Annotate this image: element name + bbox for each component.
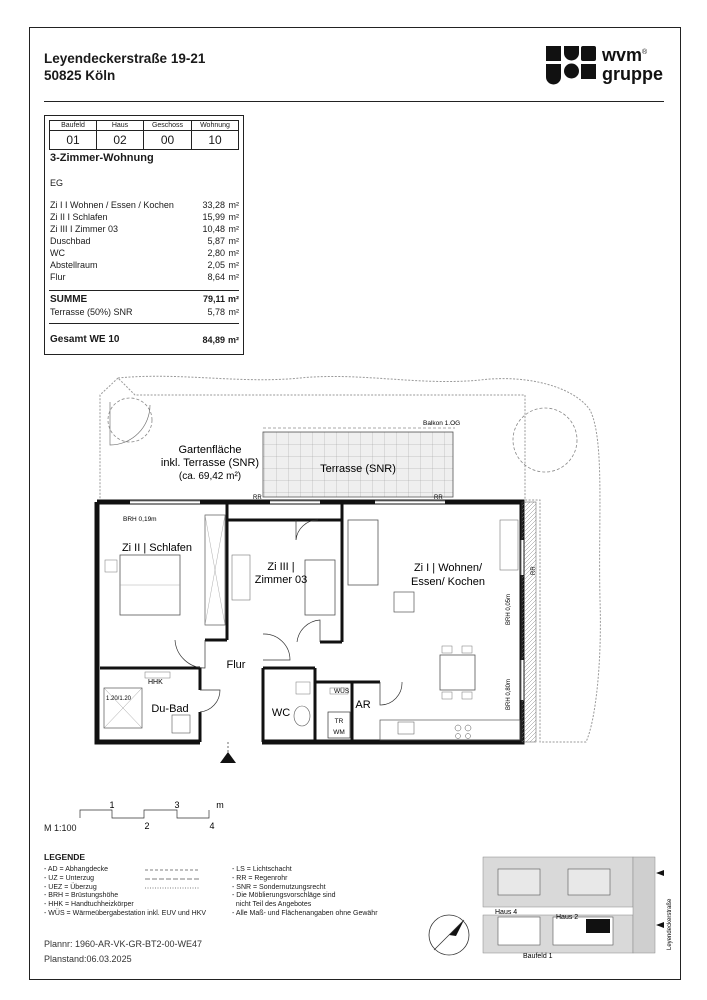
garden-label-3: (ca. 69,42 m²) [178, 471, 242, 482]
room-label-wohnen: Zi I | Wohnen/ [413, 562, 483, 574]
room-label-schlafen: Zi II | Schlafen [121, 542, 193, 554]
scale-tick: 2 [144, 821, 150, 830]
legend-item: - AD = Abhangdecke [44, 866, 109, 873]
north-arrow-icon [426, 912, 472, 958]
room-label-zimmer03: Zi III | [267, 561, 295, 573]
sofa [348, 520, 378, 585]
area-unit: m² [228, 272, 239, 282]
balcony-label: Balkon 1.OG [423, 420, 461, 427]
room-area: 33,28 [202, 200, 225, 210]
legend-item: nicht Teil des Angebotes [232, 901, 312, 909]
address-block [44, 50, 205, 84]
legend-item: - LS = Lichtschacht [232, 866, 292, 873]
entrance-arrow [220, 752, 236, 763]
room-area: 5,87 [207, 236, 225, 246]
legend-right [232, 866, 378, 919]
id-cell-haus: Haus 02 [96, 120, 144, 150]
id-cell-baufeld: Baufeld 01 [49, 120, 97, 150]
room-label-ar: AR [355, 699, 371, 711]
room-area: 2,05 [207, 260, 225, 270]
wues-label: WÜS [334, 688, 350, 695]
address-city: 50825 Köln [44, 68, 116, 83]
site-label-haus4: Haus 4 [495, 909, 518, 916]
legend-item: - Die Möblierungsvorschläge sind [232, 892, 336, 900]
terrace-label: Terrasse (SNR) [320, 463, 396, 475]
legend-item: - BRH = Brüstungshöhe [44, 892, 119, 900]
area-unit: m² [228, 335, 239, 345]
rr-label: RR [434, 495, 443, 501]
room-label-dubad: Du-Bad [151, 703, 189, 715]
room-name: Abstellraum [50, 260, 98, 270]
legend-title: LEGENDE [44, 852, 86, 862]
brh-label: BRH 0,05m [506, 593, 512, 625]
legend-item: - UZ = Unterzug [44, 874, 94, 882]
plan-info [44, 937, 202, 967]
scale-tick: 4 [209, 821, 215, 830]
logo-text: wvm® gruppe [602, 45, 663, 84]
header-divider [44, 101, 664, 102]
floor-label: EG [50, 178, 64, 188]
legend-line-samples [143, 866, 203, 892]
garden-label-1: Gartenfläche [178, 444, 242, 456]
brh-label: BRH 0,80m [506, 678, 512, 710]
room-label-wohnen: Essen/ Kochen [411, 576, 485, 588]
legend-item: - SNR = Sondernutzungsrecht [232, 883, 326, 891]
legend-item: - UEZ = Überzug [44, 883, 97, 891]
area-unit: m² [228, 236, 239, 246]
room-name: Duschbad [50, 236, 91, 246]
legend-item: - WÜS = Wärmeübergabestation inkl. EUV und HKV [44, 909, 207, 917]
floor-plan [0, 360, 707, 770]
area-table [44, 115, 244, 355]
area-unit: m² [228, 212, 239, 222]
room-name: Zi II I Schlafen [50, 212, 108, 222]
room-area: 10,48 [202, 224, 225, 234]
area-unit: m² [228, 200, 239, 210]
legend-item: - RR = Regenrohr [232, 874, 288, 882]
area-unit: m² [228, 260, 239, 270]
rr-label: RR [253, 495, 262, 501]
room-area: 8,64 [207, 272, 225, 282]
total-value: 84,89 [202, 335, 225, 345]
terrace-label: Terrasse (50%) SNR [50, 307, 133, 317]
unit-identifier-grid [49, 120, 239, 150]
id-cell-geschoss: Geschoss 00 [143, 120, 192, 150]
brh-label: BRH 0,19m [123, 516, 157, 523]
address-street: Leyendeckerstraße 19-21 [44, 51, 206, 66]
gate-arc [110, 402, 150, 445]
area-unit: m² [228, 307, 239, 317]
rr-label: RR [531, 566, 537, 575]
sum-label: SUMME [50, 294, 88, 305]
area-unit: m² [228, 294, 239, 304]
site-label-baufeld: Baufeld 1 [523, 953, 553, 960]
tree [108, 398, 152, 442]
sum-value: 79,11 [202, 294, 225, 304]
room-name: Zi I I Wohnen / Essen / Kochen [50, 200, 174, 210]
room-area: 15,99 [202, 212, 225, 222]
room-label-flur: Flur [226, 659, 246, 671]
site-plan [478, 855, 678, 960]
garden-edge [100, 378, 118, 500]
room-label-zimmer03: Zimmer 03 [254, 574, 308, 586]
legend-item: - HHK = Handtuchheizkörper [44, 901, 134, 909]
scale-tick: 3 [174, 800, 180, 810]
area-unit: m² [228, 224, 239, 234]
tr-label: TR [334, 718, 344, 725]
room-name: Zi III I Zimmer 03 [50, 224, 119, 234]
wvm-logo [545, 45, 665, 85]
plan-date: Planstand:06.03.2025 [44, 954, 132, 964]
shower-size: 1.20/1.20 [106, 696, 132, 702]
site-label-haus2: Haus 2 [556, 914, 579, 921]
garden-label-2: inkl. Terrasse (SNR) [160, 457, 260, 469]
legend-item: - Alle Maß- und Flächenangaben ohne Gewähr [232, 909, 378, 917]
kitchen-counter [380, 720, 520, 740]
site-label-street: Leyendeckerstraße [667, 898, 673, 950]
tree [513, 408, 577, 472]
dining-table [440, 655, 475, 690]
area-unit: m² [228, 248, 239, 258]
sum-divider [49, 290, 239, 291]
plan-number: Plannr: 1960-AR-VK-GR-BT2-00-WE47 [44, 939, 203, 949]
room-name: WC [50, 248, 65, 258]
room-area: 2,80 [207, 248, 225, 258]
wm-label: WM [333, 729, 345, 736]
id-cell-wohnung: Wohnung 10 [191, 120, 239, 150]
logo-mark [545, 45, 597, 85]
scale-tick: 1 [109, 800, 115, 810]
total-label: Gesamt WE 10 [50, 334, 120, 345]
apartment-type: 3-Zimmer-Wohnung [50, 152, 154, 164]
scale-unit: m [216, 800, 224, 810]
scale-ratio: M 1:100 [44, 823, 77, 833]
terrace-value: 5,78 [207, 307, 225, 317]
hhk-label: HHK [148, 679, 163, 686]
room-name: Flur [50, 272, 66, 282]
total-divider [49, 323, 239, 324]
room-label-wc: WC [271, 707, 291, 719]
